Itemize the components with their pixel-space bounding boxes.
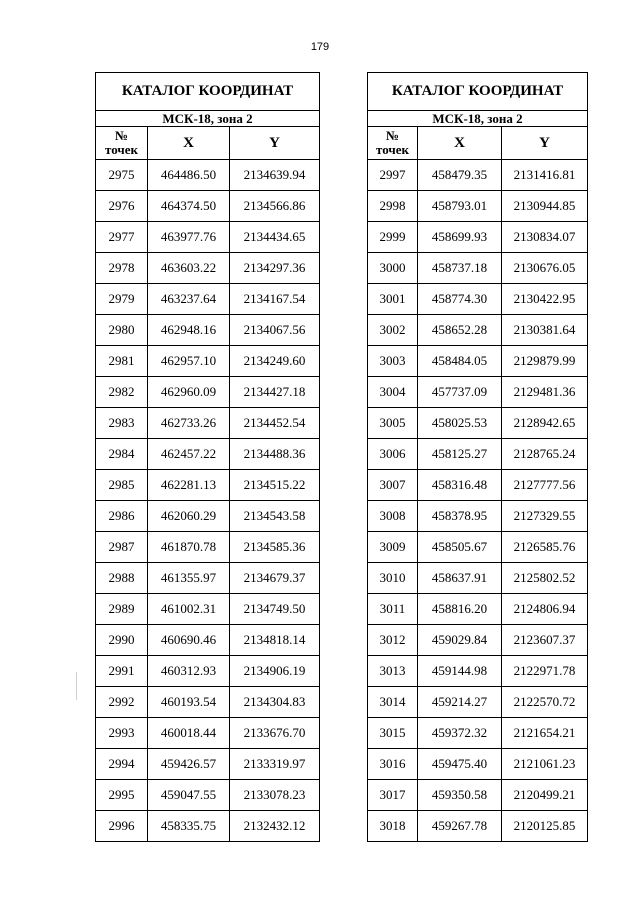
table-title: КАТАЛОГ КООРДИНАТ bbox=[368, 73, 588, 111]
x-coordinate-cell: 459144.98 bbox=[418, 656, 502, 687]
y-coordinate-cell: 2134304.83 bbox=[230, 687, 320, 718]
table-row bbox=[96, 408, 320, 439]
y-coordinate-cell: 2129879.99 bbox=[502, 346, 588, 377]
point-number-cell: 2979 bbox=[96, 284, 148, 315]
point-number-cell: 2991 bbox=[96, 656, 148, 687]
point-number-cell: 3001 bbox=[368, 284, 418, 315]
x-coordinate-cell: 462960.09 bbox=[148, 377, 230, 408]
x-coordinate-cell: 461870.78 bbox=[148, 532, 230, 563]
table-row bbox=[96, 470, 320, 501]
table-row bbox=[368, 656, 588, 687]
table-row bbox=[96, 377, 320, 408]
y-coordinate-cell: 2134906.19 bbox=[230, 656, 320, 687]
point-number-cell: 2988 bbox=[96, 563, 148, 594]
y-coordinate-cell: 2134488.36 bbox=[230, 439, 320, 470]
y-coordinate-cell: 2134679.37 bbox=[230, 563, 320, 594]
table-row bbox=[368, 780, 588, 811]
table-row bbox=[368, 687, 588, 718]
table-row bbox=[96, 191, 320, 222]
coordinate-system-label: МСК-18, зона 2 bbox=[368, 111, 588, 127]
coordinate-catalog-table-left bbox=[95, 72, 320, 842]
point-number-cell: 2975 bbox=[96, 160, 148, 191]
x-coordinate-cell: 462957.10 bbox=[148, 346, 230, 377]
table-row bbox=[96, 532, 320, 563]
point-number-cell: 3011 bbox=[368, 594, 418, 625]
y-coordinate-cell: 2130834.07 bbox=[502, 222, 588, 253]
x-coordinate-cell: 463237.64 bbox=[148, 284, 230, 315]
scan-margin-mark bbox=[76, 672, 77, 700]
table-row bbox=[368, 501, 588, 532]
x-coordinate-cell: 458316.48 bbox=[418, 470, 502, 501]
x-coordinate-cell: 458816.20 bbox=[418, 594, 502, 625]
header-number-sign: № bbox=[114, 128, 129, 143]
x-coordinate-cell: 458378.95 bbox=[418, 501, 502, 532]
x-coordinate-cell: 461355.97 bbox=[148, 563, 230, 594]
x-coordinate-cell: 459372.32 bbox=[418, 718, 502, 749]
x-coordinate-cell: 460690.46 bbox=[148, 625, 230, 656]
table-row bbox=[96, 656, 320, 687]
table-row bbox=[368, 625, 588, 656]
x-coordinate-cell: 460312.93 bbox=[148, 656, 230, 687]
y-coordinate-cell: 2130676.05 bbox=[502, 253, 588, 284]
point-number-cell: 2981 bbox=[96, 346, 148, 377]
header-points-word: точек bbox=[105, 142, 138, 157]
point-number-cell: 3009 bbox=[368, 532, 418, 563]
table-row bbox=[368, 315, 588, 346]
x-coordinate-cell: 460193.54 bbox=[148, 687, 230, 718]
table-row bbox=[368, 532, 588, 563]
y-coordinate-cell: 2134566.86 bbox=[230, 191, 320, 222]
point-number-cell: 3000 bbox=[368, 253, 418, 284]
y-coordinate-cell: 2122570.72 bbox=[502, 687, 588, 718]
x-column-header: X bbox=[148, 127, 230, 160]
point-number-cell: 3014 bbox=[368, 687, 418, 718]
point-number-cell: 2977 bbox=[96, 222, 148, 253]
point-number-cell: 3007 bbox=[368, 470, 418, 501]
x-coordinate-cell: 462733.26 bbox=[148, 408, 230, 439]
y-column-header: Y bbox=[230, 127, 320, 160]
point-number-cell: 2992 bbox=[96, 687, 148, 718]
y-coordinate-cell: 2121061.23 bbox=[502, 749, 588, 780]
y-coordinate-cell: 2134249.60 bbox=[230, 346, 320, 377]
point-number-cell: 2990 bbox=[96, 625, 148, 656]
point-number-cell: 2989 bbox=[96, 594, 148, 625]
y-coordinate-cell: 2128765.24 bbox=[502, 439, 588, 470]
point-number-cell: 3004 bbox=[368, 377, 418, 408]
table-row bbox=[96, 222, 320, 253]
y-coordinate-cell: 2134818.14 bbox=[230, 625, 320, 656]
y-coordinate-cell: 2120125.85 bbox=[502, 811, 588, 842]
x-coordinate-cell: 463603.22 bbox=[148, 253, 230, 284]
x-coordinate-cell: 458505.67 bbox=[418, 532, 502, 563]
coordinate-system-label: МСК-18, зона 2 bbox=[96, 111, 320, 127]
x-coordinate-cell: 462060.29 bbox=[148, 501, 230, 532]
point-number-cell: 3005 bbox=[368, 408, 418, 439]
x-coordinate-cell: 458793.01 bbox=[418, 191, 502, 222]
point-number-cell: 2986 bbox=[96, 501, 148, 532]
table-row bbox=[96, 501, 320, 532]
table-row bbox=[368, 749, 588, 780]
table-row bbox=[368, 563, 588, 594]
y-coordinate-cell: 2127777.56 bbox=[502, 470, 588, 501]
point-number-cell: 3017 bbox=[368, 780, 418, 811]
header-number-sign: № bbox=[385, 128, 400, 143]
x-coordinate-cell: 458335.75 bbox=[148, 811, 230, 842]
y-coordinate-cell: 2122971.78 bbox=[502, 656, 588, 687]
table-row bbox=[96, 811, 320, 842]
x-coordinate-cell: 459350.58 bbox=[418, 780, 502, 811]
y-coordinate-cell: 2134167.54 bbox=[230, 284, 320, 315]
x-column-header: X bbox=[418, 127, 502, 160]
x-coordinate-cell: 458699.93 bbox=[418, 222, 502, 253]
y-coordinate-cell: 2133676.70 bbox=[230, 718, 320, 749]
x-coordinate-cell: 464486.50 bbox=[148, 160, 230, 191]
x-coordinate-cell: 463977.76 bbox=[148, 222, 230, 253]
table-row bbox=[96, 439, 320, 470]
point-number-cell: 3010 bbox=[368, 563, 418, 594]
x-coordinate-cell: 458484.05 bbox=[418, 346, 502, 377]
x-coordinate-cell: 459047.55 bbox=[148, 780, 230, 811]
point-number-cell: 2980 bbox=[96, 315, 148, 346]
table-title: КАТАЛОГ КООРДИНАТ bbox=[96, 73, 320, 111]
point-number-cell: 2995 bbox=[96, 780, 148, 811]
table-row bbox=[368, 222, 588, 253]
y-coordinate-cell: 2133078.23 bbox=[230, 780, 320, 811]
x-coordinate-cell: 459426.57 bbox=[148, 749, 230, 780]
table-row bbox=[96, 687, 320, 718]
table-row bbox=[368, 408, 588, 439]
x-coordinate-cell: 457737.09 bbox=[418, 377, 502, 408]
point-number-cell: 2999 bbox=[368, 222, 418, 253]
point-number-cell: 2982 bbox=[96, 377, 148, 408]
y-coordinate-cell: 2123607.37 bbox=[502, 625, 588, 656]
point-number-cell: 3012 bbox=[368, 625, 418, 656]
point-number-cell: 2983 bbox=[96, 408, 148, 439]
table-row bbox=[368, 811, 588, 842]
y-coordinate-cell: 2128942.65 bbox=[502, 408, 588, 439]
y-coordinate-cell: 2133319.97 bbox=[230, 749, 320, 780]
y-coordinate-cell: 2134585.36 bbox=[230, 532, 320, 563]
y-coordinate-cell: 2132432.12 bbox=[230, 811, 320, 842]
table-row bbox=[368, 594, 588, 625]
point-number-cell: 3015 bbox=[368, 718, 418, 749]
y-coordinate-cell: 2125802.52 bbox=[502, 563, 588, 594]
point-number-cell: 2984 bbox=[96, 439, 148, 470]
table-row bbox=[96, 253, 320, 284]
y-coordinate-cell: 2134515.22 bbox=[230, 470, 320, 501]
table-row bbox=[368, 346, 588, 377]
y-coordinate-cell: 2134749.50 bbox=[230, 594, 320, 625]
point-number-cell: 3002 bbox=[368, 315, 418, 346]
table-row bbox=[368, 470, 588, 501]
y-coordinate-cell: 2134434.65 bbox=[230, 222, 320, 253]
point-number-header bbox=[368, 127, 418, 160]
x-coordinate-cell: 459267.78 bbox=[418, 811, 502, 842]
point-number-cell: 3003 bbox=[368, 346, 418, 377]
point-number-cell: 3016 bbox=[368, 749, 418, 780]
table-row bbox=[96, 780, 320, 811]
table-row bbox=[368, 439, 588, 470]
point-number-cell: 2998 bbox=[368, 191, 418, 222]
page-number: 179 bbox=[310, 41, 330, 53]
point-number-cell: 3006 bbox=[368, 439, 418, 470]
table-row bbox=[368, 377, 588, 408]
y-coordinate-cell: 2124806.94 bbox=[502, 594, 588, 625]
table-row bbox=[96, 346, 320, 377]
table-row bbox=[368, 284, 588, 315]
table-row bbox=[96, 718, 320, 749]
x-coordinate-cell: 464374.50 bbox=[148, 191, 230, 222]
x-coordinate-cell: 458652.28 bbox=[418, 315, 502, 346]
y-coordinate-cell: 2134639.94 bbox=[230, 160, 320, 191]
table-row bbox=[96, 625, 320, 656]
x-coordinate-cell: 459214.27 bbox=[418, 687, 502, 718]
table-row bbox=[368, 253, 588, 284]
table-row bbox=[368, 160, 588, 191]
point-number-cell: 3013 bbox=[368, 656, 418, 687]
point-number-cell: 3008 bbox=[368, 501, 418, 532]
x-coordinate-cell: 459475.40 bbox=[418, 749, 502, 780]
x-coordinate-cell: 458637.91 bbox=[418, 563, 502, 594]
point-number-cell: 2985 bbox=[96, 470, 148, 501]
point-number-cell: 2993 bbox=[96, 718, 148, 749]
y-coordinate-cell: 2130381.64 bbox=[502, 315, 588, 346]
y-coordinate-cell: 2134452.54 bbox=[230, 408, 320, 439]
table-row bbox=[368, 718, 588, 749]
x-coordinate-cell: 458737.18 bbox=[418, 253, 502, 284]
table-row bbox=[96, 284, 320, 315]
table-row bbox=[96, 315, 320, 346]
point-number-cell: 2987 bbox=[96, 532, 148, 563]
header-points-word: точек bbox=[376, 142, 409, 157]
table-row bbox=[96, 563, 320, 594]
table-row bbox=[96, 749, 320, 780]
y-coordinate-cell: 2130944.85 bbox=[502, 191, 588, 222]
y-coordinate-cell: 2130422.95 bbox=[502, 284, 588, 315]
x-coordinate-cell: 458025.53 bbox=[418, 408, 502, 439]
y-column-header: Y bbox=[502, 127, 588, 160]
x-coordinate-cell: 458774.30 bbox=[418, 284, 502, 315]
point-number-cell: 3018 bbox=[368, 811, 418, 842]
x-coordinate-cell: 458479.35 bbox=[418, 160, 502, 191]
y-coordinate-cell: 2121654.21 bbox=[502, 718, 588, 749]
y-coordinate-cell: 2134067.56 bbox=[230, 315, 320, 346]
x-coordinate-cell: 459029.84 bbox=[418, 625, 502, 656]
y-coordinate-cell: 2126585.76 bbox=[502, 532, 588, 563]
x-coordinate-cell: 462457.22 bbox=[148, 439, 230, 470]
point-number-cell: 2978 bbox=[96, 253, 148, 284]
point-number-cell: 2994 bbox=[96, 749, 148, 780]
point-number-cell: 2996 bbox=[96, 811, 148, 842]
x-coordinate-cell: 461002.31 bbox=[148, 594, 230, 625]
y-coordinate-cell: 2134427.18 bbox=[230, 377, 320, 408]
y-coordinate-cell: 2120499.21 bbox=[502, 780, 588, 811]
y-coordinate-cell: 2127329.55 bbox=[502, 501, 588, 532]
y-coordinate-cell: 2134543.58 bbox=[230, 501, 320, 532]
y-coordinate-cell: 2129481.36 bbox=[502, 377, 588, 408]
y-coordinate-cell: 2131416.81 bbox=[502, 160, 588, 191]
x-coordinate-cell: 462281.13 bbox=[148, 470, 230, 501]
table-row bbox=[96, 160, 320, 191]
table-row bbox=[368, 191, 588, 222]
x-coordinate-cell: 460018.44 bbox=[148, 718, 230, 749]
point-number-cell: 2976 bbox=[96, 191, 148, 222]
y-coordinate-cell: 2134297.36 bbox=[230, 253, 320, 284]
x-coordinate-cell: 462948.16 bbox=[148, 315, 230, 346]
table-row bbox=[96, 594, 320, 625]
point-number-cell: 2997 bbox=[368, 160, 418, 191]
point-number-header bbox=[96, 127, 148, 160]
coordinate-catalog-table-right bbox=[367, 72, 588, 842]
x-coordinate-cell: 458125.27 bbox=[418, 439, 502, 470]
